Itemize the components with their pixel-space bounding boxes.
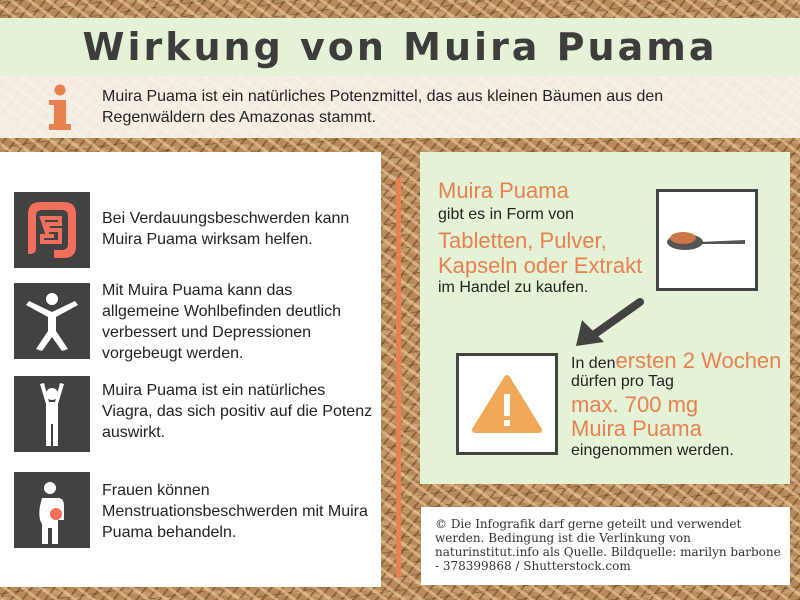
forms-name: Muira Puama bbox=[438, 178, 569, 203]
spoon-box bbox=[656, 189, 758, 291]
effect-text: Muira Puama ist ein natürliches Viagra, das sich positiv auf die Potenz auswirkt. bbox=[102, 382, 373, 441]
dosage-line2: eingenommen werden. bbox=[571, 442, 734, 459]
info-panel bbox=[420, 152, 790, 484]
info-text: Muira Puama ist ein natürliches Potenzmittel, das aus kleinen Bäumen aus den Regenwäldern des Amazonas stammt. bbox=[102, 88, 664, 126]
effect-text: Mit Muira Puama kann das allgemeine Wohlbefinden deutlich verbessert und Depressionen vorgebeugt werden. bbox=[102, 282, 341, 362]
intestine-icon bbox=[14, 192, 90, 268]
spoon-powder-icon bbox=[659, 192, 755, 288]
forms-highlight1: Tabletten, Pulver, bbox=[438, 228, 607, 253]
forms-line2: im Handel zu kaufen. bbox=[438, 279, 589, 296]
page-title: Wirkung von Muira Puama bbox=[82, 25, 718, 69]
forms-highlight2: Kapseln oder Extrakt bbox=[438, 253, 643, 278]
effect-text: Frauen können Menstruationsbeschwerden mit Muira Puama behandeln. bbox=[102, 482, 368, 541]
female-abdomen-icon bbox=[14, 472, 90, 548]
effects-panel bbox=[0, 152, 381, 587]
credit-text: © Die Infografik darf gerne geteilt und verwendet werden. Bedingung ist die Verlinkung von naturinstitut.info als Quelle. Bildquelle: marilyn barbone - 378399868 / Shutterstock.com bbox=[435, 517, 781, 573]
effect-text: Bei Verdauungsbeschwerden kann Muira Puama wirksam helfen. bbox=[102, 210, 350, 248]
dosage-name: Muira Puama bbox=[571, 416, 702, 441]
dosage-amount: max. 700 mg bbox=[571, 392, 699, 417]
dosage-prefix: In den bbox=[571, 355, 616, 372]
warning-box bbox=[456, 353, 558, 455]
dosage-line1: dürfen pro Tag bbox=[571, 373, 674, 390]
dosage-line0 bbox=[571, 348, 781, 373]
divider-line bbox=[396, 178, 401, 578]
arrow-down-left-icon bbox=[570, 296, 646, 352]
happy-person-icon bbox=[14, 283, 90, 359]
forms-line1: gibt es in Form von bbox=[438, 206, 575, 223]
dosage-period: ersten 2 Wochen bbox=[615, 348, 782, 373]
male-figure-icon bbox=[14, 376, 90, 452]
info-bar bbox=[0, 76, 800, 138]
title-bar bbox=[0, 18, 800, 76]
warning-icon bbox=[459, 356, 555, 452]
credit-box bbox=[421, 507, 790, 585]
info-icon bbox=[46, 84, 74, 132]
